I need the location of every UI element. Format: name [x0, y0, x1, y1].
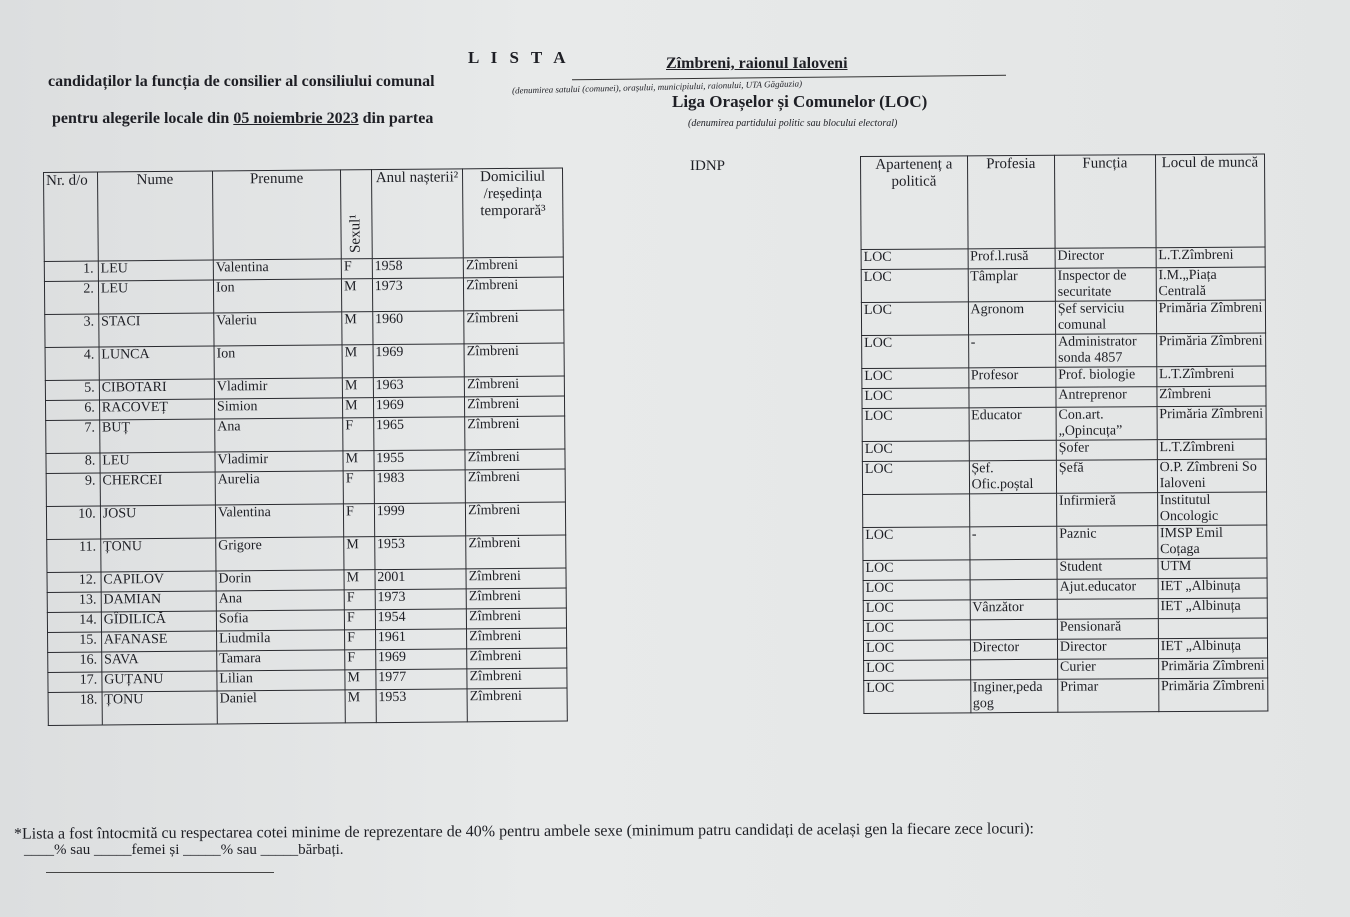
cell-anul: 1977 [376, 669, 468, 690]
cell-nr: 14. [47, 612, 101, 632]
table-row [46, 416, 565, 454]
cell-nr: 9. [46, 473, 100, 506]
cell-dom: Zîmbreni [466, 588, 566, 609]
cell-prof [969, 440, 1056, 461]
cell-dom: Zîmbreni [464, 343, 564, 377]
cell-dom: Zîmbreni [464, 310, 564, 344]
cell-dom: Zîmbreni [466, 608, 566, 629]
locality-note: (denumirea satului (comunei), orașului, municipiului, raionului, UTA Găgăuzia) [511, 78, 803, 96]
table-row [863, 638, 1267, 660]
cell-loc: Primăria Zîmbreni [1158, 658, 1267, 679]
cell-loc: IET „Albinuța [1158, 578, 1267, 599]
cell-loc: IMSP Emil Coțaga [1157, 525, 1267, 559]
cell-prenume: Vladimir [215, 451, 343, 472]
cell-loc: Zîmbreni [1157, 386, 1266, 407]
header-nume: Nume [97, 171, 213, 261]
cell-prof [970, 579, 1057, 600]
cell-apart: LOC [862, 335, 969, 369]
cell-nr: 4. [45, 347, 99, 380]
cell-func: Administrator sonda 4857 [1055, 334, 1156, 368]
cell-loc: L.T.Zîmbreni [1156, 247, 1265, 268]
cell-anul: 1973 [372, 278, 464, 312]
table-row [864, 678, 1268, 713]
header-suffix: din partea [362, 110, 434, 127]
table-row [863, 578, 1267, 600]
table-row [48, 688, 567, 726]
cell-anul: 2001 [375, 569, 467, 590]
cell-prenume: Tamara [217, 650, 345, 671]
cell-nume: AFANASE [101, 631, 216, 652]
cell-apart: LOC [863, 620, 970, 641]
cell-loc: O.P. Zîmbreni So Ialoveni [1157, 459, 1267, 493]
cell-apart: LOC [863, 527, 970, 561]
cell-nr: 7. [46, 420, 100, 453]
cell-prof [970, 659, 1057, 680]
cell-anul: 1955 [374, 450, 466, 471]
cell-nume: LEU [100, 452, 215, 473]
cell-apart: LOC [861, 249, 968, 270]
cell-prof [968, 387, 1055, 408]
table-row [861, 267, 1265, 302]
document-title: L I S T A [468, 48, 570, 67]
cell-prenume: Simion [214, 398, 342, 419]
header-prefix: pentru alegerile locale din [52, 110, 230, 127]
cell-nr: 15. [48, 632, 102, 652]
cell-nume: STACI [99, 313, 214, 347]
header-profesia: Profesia [967, 155, 1055, 249]
header-locul: Locul de muncă [1155, 154, 1265, 248]
cell-func: Șef serviciu comunal [1055, 301, 1156, 335]
cell-sex: M [344, 570, 375, 590]
cell-nr: 2. [44, 281, 98, 314]
cell-func: Prof. biologie [1056, 367, 1157, 388]
cell-nr: 1. [44, 261, 98, 281]
table-row [45, 310, 564, 348]
cell-loc: L.T.Zîmbreni [1157, 439, 1266, 460]
cell-apart: LOC [863, 580, 970, 601]
cell-func [1057, 599, 1158, 620]
table-row [863, 492, 1267, 527]
table-row [44, 277, 563, 315]
cell-prof: - [968, 334, 1056, 368]
cell-nr: 16. [48, 652, 102, 672]
cell-dom: Zîmbreni [463, 257, 563, 278]
cell-loc: IET „Albinuța [1158, 638, 1267, 659]
cell-prof: Director [970, 639, 1057, 660]
cell-anul: 1965 [373, 417, 465, 451]
cell-anul: 1999 [374, 503, 466, 537]
cell-func: Paznic [1057, 526, 1158, 560]
cell-sex: M [343, 398, 374, 418]
cell-dom: Zîmbreni [465, 416, 565, 450]
footer-signature-line [46, 872, 274, 873]
cell-prenume: Ion [214, 345, 342, 379]
cell-nume: CIBOTARI [99, 379, 214, 400]
cell-nr: 10. [46, 506, 100, 539]
cell-func: Ajut.educator [1057, 579, 1158, 600]
cell-apart: LOC [862, 408, 969, 442]
cell-nume: GUȚANU [102, 671, 217, 692]
cell-anul: 1954 [375, 609, 467, 630]
table-row [862, 366, 1266, 388]
cell-nr: 3. [45, 314, 99, 347]
cell-sex: F [345, 630, 376, 650]
cell-nr: 8. [46, 453, 100, 473]
table-row [863, 525, 1267, 560]
cell-sex: M [342, 312, 373, 345]
table-row [862, 333, 1266, 368]
cell-loc: I.M.„Piața Centrală [1156, 267, 1266, 301]
cell-prof: Inginer,peda gog [970, 679, 1058, 713]
cell-func: Infirmieră [1056, 493, 1157, 527]
cell-prof [969, 493, 1057, 527]
cell-dom: Zîmbreni [466, 502, 566, 536]
cell-apart: LOC [864, 660, 971, 681]
cell-anul: 1953 [376, 689, 468, 723]
header-prenume: Prenume [212, 170, 341, 260]
cell-prof: Vânzător [970, 599, 1057, 620]
cell-nr: 5. [45, 380, 99, 400]
cell-prenume: Ana [215, 418, 343, 452]
cell-prof [970, 619, 1057, 640]
cell-anul: 1973 [375, 589, 467, 610]
election-date: 05 noiembrie 2023 [233, 110, 359, 127]
cell-sex: F [345, 650, 376, 670]
cell-nume: LEU [98, 280, 213, 314]
cell-nr: 11. [47, 539, 101, 572]
cell-prof: Educator [969, 407, 1057, 441]
footer-note: *Lista a fost întocmită cu respectarea cotei minime de reprezentare de 40% pentru ambele sexe (minimum patru candidați de același gen la fiecare zece locuri): [13, 820, 1035, 843]
cell-nume: ȚONU [102, 691, 217, 725]
cell-loc: IET „Albinuța [1158, 598, 1267, 619]
cell-func: Con.art. „Opincuța” [1056, 407, 1157, 441]
cell-anul: 1969 [373, 344, 465, 378]
cell-sex: M [342, 279, 373, 312]
cell-dom: Zîmbreni [465, 469, 565, 503]
cell-apart: LOC [861, 269, 968, 303]
cell-func: Director [1055, 248, 1156, 269]
cell-apart: LOC [864, 680, 971, 714]
cell-prof: Prof.l.rusă [968, 248, 1055, 269]
cell-anul: 1963 [373, 377, 465, 398]
cell-apart: LOC [862, 461, 969, 495]
cell-loc: Primăria Zîmbreni [1157, 406, 1267, 440]
party-note: (denumirea partidului politic sau blocului electoral) [688, 118, 898, 129]
cell-anul: 1969 [373, 397, 465, 418]
cell-sex: M [344, 537, 375, 570]
table-row [863, 558, 1267, 580]
cell-loc: Primăria Zîmbreni [1158, 678, 1268, 712]
table-row [861, 300, 1265, 335]
cell-nume: CHERCEI [100, 472, 215, 506]
cell-dom: Zîmbreni [465, 449, 565, 470]
cell-apart: LOC [862, 441, 969, 462]
cell-dom: Zîmbreni [467, 648, 567, 669]
cell-prenume: Ion [213, 279, 341, 313]
cell-prenume: Valeriu [214, 312, 342, 346]
cell-nume: SAVA [101, 651, 216, 672]
cell-prenume: Daniel [217, 690, 345, 724]
cell-func: Șofer [1056, 440, 1157, 461]
cell-dom: Zîmbreni [466, 535, 566, 569]
table-row [862, 459, 1266, 494]
cell-nume: CAPILOV [101, 571, 216, 592]
cell-nr: 6. [45, 400, 99, 420]
cell-apart: LOC [863, 560, 970, 581]
table-row [862, 439, 1266, 461]
table-row [861, 247, 1265, 269]
header-anul: Anul nașterii² [371, 169, 463, 259]
cell-dom: Zîmbreni [467, 668, 567, 689]
cell-func: Director [1057, 639, 1158, 660]
header-sex: Sexul¹ [341, 170, 372, 259]
candidates-table-right [860, 154, 1268, 714]
cell-sex: F [344, 590, 375, 610]
cell-nume: LUNCA [99, 346, 214, 380]
footer-quota: ____% sau _____femei și _____% sau _____bărbați. [24, 842, 344, 858]
cell-prof: Profesor [968, 367, 1055, 388]
cell-dom: Zîmbreni [466, 568, 566, 589]
cell-apart [863, 494, 970, 528]
cell-dom: Zîmbreni [465, 396, 565, 417]
cell-prenume: Ana [216, 590, 344, 611]
cell-sex: M [345, 670, 376, 690]
cell-prenume: Dorin [216, 570, 344, 591]
cell-prof: Agronom [968, 301, 1056, 335]
cell-sex: M [342, 345, 373, 378]
cell-prof [970, 559, 1057, 580]
header-apartenenta: Apartenenț a politică [861, 156, 968, 250]
table-row [862, 386, 1266, 408]
idnp-label: IDNP [690, 158, 726, 174]
cell-prenume: Sofia [216, 610, 344, 631]
table-row [864, 658, 1268, 680]
cell-func: Pensionară [1057, 619, 1158, 640]
cell-prof: - [969, 526, 1057, 560]
cell-loc: Primăria Zîmbreni [1156, 300, 1266, 334]
table-row [45, 343, 564, 381]
cell-sex: M [345, 690, 376, 723]
cell-nume: BUȚ [99, 419, 214, 453]
cell-func: Curier [1057, 659, 1158, 680]
cell-prenume: Grigore [216, 537, 344, 571]
cell-apart: LOC [863, 600, 970, 621]
cell-nume: RACOVEȚ [99, 399, 214, 420]
cell-prenume: Aurelia [215, 471, 343, 505]
cell-nume: GÎDILICĂ [101, 611, 216, 632]
cell-loc: UTM [1158, 558, 1267, 579]
table-row [46, 502, 565, 540]
cell-sex: F [341, 259, 372, 279]
header-nr: Nr. d/o [44, 172, 99, 261]
cell-func: Primar [1058, 679, 1159, 713]
cell-anul: 1953 [374, 536, 466, 570]
cell-sex: M [342, 378, 373, 398]
cell-prof: Tâmplar [968, 268, 1056, 302]
cell-anul: 1960 [372, 311, 464, 345]
cell-func: Inspector de securitate [1055, 268, 1156, 302]
cell-apart: LOC [863, 640, 970, 661]
cell-anul: 1983 [374, 470, 466, 504]
cell-loc: L.T.Zîmbreni [1156, 366, 1265, 387]
cell-prof: Șef. Ofic.poștal [969, 460, 1057, 494]
header-domiciliu: Domiciliul /reședința temporară³ [463, 168, 564, 258]
table-row [46, 469, 565, 507]
cell-sex: F [344, 504, 375, 537]
table-row [863, 598, 1267, 620]
cell-nume: JOSU [100, 505, 215, 539]
cell-sex: F [343, 471, 374, 504]
cell-sex: F [343, 418, 374, 451]
cell-apart: LOC [862, 388, 969, 409]
cell-func: Antreprenor [1056, 387, 1157, 408]
cell-nume: DAMIAN [101, 591, 216, 612]
cell-apart: LOC [862, 368, 969, 389]
cell-nr: 18. [48, 692, 102, 725]
cell-sex: M [343, 451, 374, 471]
cell-nr: 17. [48, 672, 102, 692]
table-row [863, 618, 1267, 640]
cell-dom: Zîmbreni [467, 628, 567, 649]
cell-apart: LOC [861, 302, 968, 336]
cell-anul: 1961 [375, 629, 467, 650]
cell-prenume: Lilian [217, 670, 345, 691]
cell-anul: 1958 [372, 258, 464, 279]
table-row [862, 406, 1266, 441]
cell-anul: 1969 [375, 649, 467, 670]
cell-nr: 12. [47, 572, 101, 592]
header-line-2 [52, 110, 433, 128]
cell-dom: Zîmbreni [464, 376, 564, 397]
cell-loc: Institutul Oncologic [1157, 492, 1267, 526]
cell-prenume: Liudmila [216, 630, 344, 651]
candidates-table-left [43, 167, 568, 726]
locality-name: Zîmbreni, raionul Ialoveni [666, 55, 848, 72]
cell-nume: LEU [98, 260, 213, 281]
header-line-1: candidaților la funcția de consilier al consiliului comunal [48, 73, 435, 90]
cell-nume: ȚONU [100, 538, 215, 572]
table-row [47, 535, 566, 573]
cell-func: Student [1057, 559, 1158, 580]
cell-nr: 13. [47, 592, 101, 612]
cell-prenume: Vladimir [214, 378, 342, 399]
cell-loc [1158, 618, 1267, 639]
cell-dom: Zîmbreni [464, 277, 564, 311]
cell-dom: Zîmbreni [467, 688, 567, 722]
cell-loc: Primăria Zîmbreni [1156, 333, 1266, 367]
header-functia: Funcția [1054, 155, 1155, 249]
party-name: Liga Orașelor și Comunelor (LOC) [672, 92, 928, 111]
cell-prenume: Valentina [213, 259, 341, 280]
cell-func: Șefă [1056, 460, 1157, 494]
cell-sex: F [344, 610, 375, 630]
cell-prenume: Valentina [215, 504, 343, 538]
